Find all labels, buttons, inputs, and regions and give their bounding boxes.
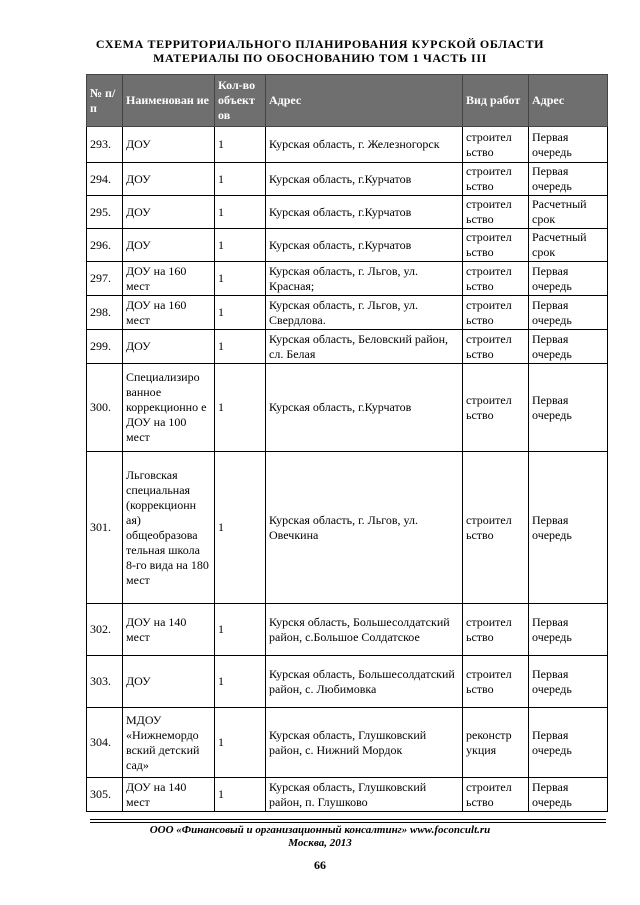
row-stage: Первая очередь: [529, 163, 608, 196]
row-address: Курская область, Беловский район, сл. Белая: [266, 330, 463, 364]
row-work-type: строител ьство: [463, 778, 529, 812]
row-number: 302.: [87, 604, 123, 656]
row-name: Специализиро ванное коррекционно е ДОУ на 100 мест: [123, 364, 215, 452]
table-row: [87, 262, 608, 296]
table-row: [87, 604, 608, 656]
row-work-type: строител ьство: [463, 452, 529, 604]
row-work-type: строител ьство: [463, 296, 529, 330]
row-name: МДОУ «Нижнемордо вский детский сад»: [123, 708, 215, 778]
row-quantity: 1: [215, 229, 266, 262]
header-title: СХЕМА ТЕРРИТОРИАЛЬНОГО ПЛАНИРОВАНИЯ КУРСКОЙ ОБЛАСТИ: [95, 37, 545, 51]
col-header-number: № п/п: [87, 75, 123, 127]
table-row: [87, 778, 608, 812]
row-name: ДОУ на 140 мест: [123, 604, 215, 656]
table-row: [87, 296, 608, 330]
row-number: 295.: [87, 196, 123, 229]
table-row: [87, 163, 608, 196]
row-stage: Первая очередь: [529, 296, 608, 330]
row-name: ДОУ: [123, 656, 215, 708]
row-quantity: 1: [215, 127, 266, 163]
row-address: Курская область, г. Льгов, ул. Овечкина: [266, 452, 463, 604]
row-quantity: 1: [215, 452, 266, 604]
row-stage: Первая очередь: [529, 330, 608, 364]
row-number: 304.: [87, 708, 123, 778]
row-stage: Первая очередь: [529, 262, 608, 296]
row-quantity: 1: [215, 163, 266, 196]
row-address: Курская область, г. Железногорск: [266, 127, 463, 163]
row-address: Курская область, Глушковский район, п. Глушково: [266, 778, 463, 812]
row-work-type: строител ьство: [463, 364, 529, 452]
table-row: [87, 452, 608, 604]
row-number: 297.: [87, 262, 123, 296]
row-stage: Первая очередь: [529, 778, 608, 812]
row-stage: Первая очередь: [529, 604, 608, 656]
row-stage: Первая очередь: [529, 364, 608, 452]
row-name: ДОУ на 140 мест: [123, 778, 215, 812]
table-row: [87, 330, 608, 364]
row-name: ДОУ на 160 мест: [123, 296, 215, 330]
table-row: [87, 656, 608, 708]
row-stage: Расчетный срок: [529, 196, 608, 229]
table-row: [87, 364, 608, 452]
row-quantity: 1: [215, 262, 266, 296]
row-quantity: 1: [215, 708, 266, 778]
row-work-type: строител ьство: [463, 127, 529, 163]
row-name: Льговская специальная (коррекционн ая) общеобразова тельная школа 8-го вида на 180 мест: [123, 452, 215, 604]
row-quantity: 1: [215, 196, 266, 229]
row-number: 299.: [87, 330, 123, 364]
footer-organization: ООО «Финансовый и организационный консалтинг» www.foconcult.ru: [149, 824, 491, 836]
page-number: 66: [314, 858, 326, 872]
table-row: [87, 708, 608, 778]
row-stage: Первая очередь: [529, 452, 608, 604]
row-name: ДОУ: [123, 163, 215, 196]
row-number: 296.: [87, 229, 123, 262]
col-header-quantity: Кол-во объект ов: [215, 75, 266, 127]
row-work-type: строител ьство: [463, 656, 529, 708]
table-row: [87, 229, 608, 262]
row-number: 298.: [87, 296, 123, 330]
row-address: Курская область, г.Курчатов: [266, 229, 463, 262]
row-name: ДОУ: [123, 196, 215, 229]
header-subtitle: МАТЕРИАЛЫ ПО ОБОСНОВАНИЮ ТОМ 1 ЧАСТЬ III: [153, 51, 487, 65]
row-number: 293.: [87, 127, 123, 163]
footer-city-year: Москва, 2013: [288, 837, 352, 849]
row-work-type: строител ьство: [463, 229, 529, 262]
row-quantity: 1: [215, 296, 266, 330]
row-stage: Расчетный срок: [529, 229, 608, 262]
row-quantity: 1: [215, 604, 266, 656]
row-quantity: 1: [215, 656, 266, 708]
row-number: 300.: [87, 364, 123, 452]
row-number: 294.: [87, 163, 123, 196]
row-work-type: строител ьство: [463, 330, 529, 364]
row-number: 305.: [87, 778, 123, 812]
row-address: Курская область, г.Курчатов: [266, 163, 463, 196]
document-header: [0, 37, 640, 65]
row-address: Курская область, г.Курчатов: [266, 364, 463, 452]
table-row: [87, 127, 608, 163]
row-stage: Первая очередь: [529, 127, 608, 163]
row-address: Курская область, Большесолдатский район, с. Любимовка: [266, 656, 463, 708]
row-name: ДОУ: [123, 127, 215, 163]
row-name: ДОУ на 160 мест: [123, 262, 215, 296]
row-address: Курская область, г. Льгов, ул. Свердлова.: [266, 296, 463, 330]
row-address: Курская область, Глушковский район, с. Нижний Мордок: [266, 708, 463, 778]
footer-divider: [90, 822, 606, 823]
col-header-name: Наименован ие: [123, 75, 215, 127]
row-work-type: строител ьство: [463, 262, 529, 296]
row-work-type: строител ьство: [463, 163, 529, 196]
row-work-type: строител ьство: [463, 604, 529, 656]
row-quantity: 1: [215, 330, 266, 364]
row-number: 301.: [87, 452, 123, 604]
col-header-address: Адрес: [266, 75, 463, 127]
facilities-table: [86, 74, 608, 812]
table-header-row: [87, 75, 608, 127]
table-row: [87, 196, 608, 229]
row-name: ДОУ: [123, 330, 215, 364]
row-address: Курская область, г.Курчатов: [266, 196, 463, 229]
row-work-type: строител ьство: [463, 196, 529, 229]
col-header-stage: Адрес: [529, 75, 608, 127]
row-stage: Первая очередь: [529, 656, 608, 708]
row-name: ДОУ: [123, 229, 215, 262]
row-stage: Первая очередь: [529, 708, 608, 778]
footer-divider: [90, 819, 606, 820]
row-quantity: 1: [215, 364, 266, 452]
row-address: Курская область, г. Льгов, ул. Красная;: [266, 262, 463, 296]
row-number: 303.: [87, 656, 123, 708]
col-header-work-type: Вид работ: [463, 75, 529, 127]
row-quantity: 1: [215, 778, 266, 812]
row-work-type: реконстр укция: [463, 708, 529, 778]
row-address: Курскя область, Большесолдатский район, с.Большое Солдатское: [266, 604, 463, 656]
